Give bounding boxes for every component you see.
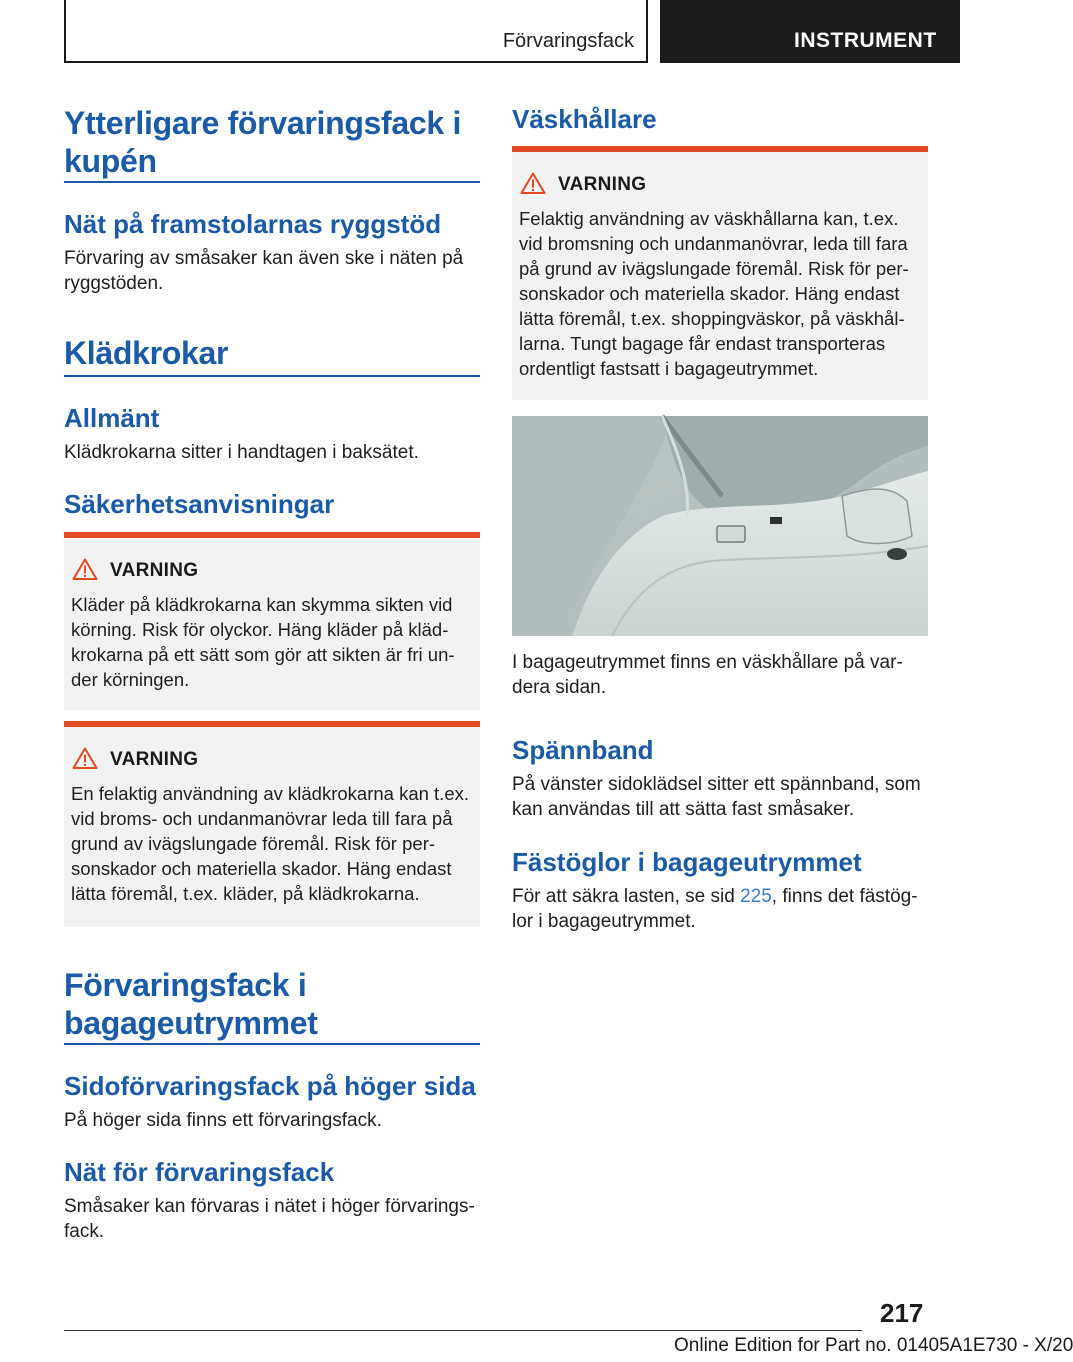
- warning-text: Kläder på klädkrokarna kan skymma sikten vid körning. Risk för olyckor. Häng kläder på klädkrokarna på ett sätt som gör att sikten är fri under körningen.: [71, 594, 455, 690]
- warning-label: VARNING: [110, 560, 199, 581]
- warning-triangle-icon: [72, 558, 98, 580]
- text-after-link: , finns det fästöglor i bagageutrymmet.: [512, 886, 918, 932]
- heading-rule: [64, 1043, 480, 1045]
- page-number: 217: [880, 1298, 924, 1328]
- header-section-title: Förvaringsfack: [502, 30, 634, 52]
- paragraph-seat-nets: Förvaring av småsaker kan även ske i näten på ryggstöden.: [64, 248, 464, 294]
- header-chapter-tab: [660, 0, 960, 63]
- warning-box-2: [64, 721, 480, 927]
- warning-box-1: [64, 532, 480, 710]
- text-before-link: För att säkra lasten, se sid: [512, 886, 741, 907]
- paragraph-storage-net: Småsaker kan förvaras i nätet i höger förvaringsfack.: [64, 1196, 475, 1242]
- subheading-general: Allmänt: [64, 403, 160, 433]
- subheading-seat-nets: Nät på framstolarnas ryggstöd: [64, 209, 442, 239]
- warning-box-3: [512, 146, 928, 400]
- warning-triangle-icon: [72, 747, 98, 769]
- warning-text: En felaktig användning av klädkrokarna kan t.ex. vid broms- och undanmanövrar leda till fara på grund av ivägslungade föremål. Risk för personskador och materiella skador. Häng endast lätta föremål, t.ex. kläder, på klädkrokarna.: [71, 783, 469, 904]
- paragraph-general: Klädkrokarna sitter i handtagen i baksätet.: [64, 442, 419, 463]
- subheading-safety: Säkerhetsanvisningar: [64, 489, 335, 519]
- paragraph-strap: På vänster sidoklädsel sitter ett spännband, som kan användas till att sätta fast småsaker.: [512, 774, 921, 820]
- paragraph-lashing-eyes: [512, 884, 928, 934]
- header-chapter-title: INSTRUMENT: [794, 29, 937, 52]
- warning-triangle-icon: [520, 172, 546, 194]
- paragraph-right-side-storage: På höger sida finns ett förvaringsfack.: [64, 1110, 382, 1131]
- subheading-right-side-storage: Sidoförvaringsfack på höger sida: [64, 1071, 476, 1101]
- heading-trunk-storage: Förvaringsfack i bagageutrymmet: [64, 967, 318, 1041]
- heading-rule: [64, 181, 480, 183]
- warning-text: Felaktig användning av väskhållarna kan, t.ex. vid bromsning och undanmanövrar, leda till fara på grund av ivägslungade föremål. Risk för personskador och materiella skador. Häng endast lätta föremål, t.ex. shoppingväskor, på väskhållarna. Tungt bagage får endast transporteras ordentligt fastsatt i bagageutrymmet.: [519, 208, 909, 379]
- warning-label: VARNING: [110, 749, 199, 770]
- header-section-box: [64, 0, 648, 63]
- paragraph-bag-hooks: I bagageutrymmet finns en väskhållare på vardera sidan.: [512, 652, 903, 698]
- heading-rule: [64, 375, 480, 377]
- heading-extra-storage: Ytterligare förvaringsfack i kupén: [64, 105, 462, 179]
- subheading-strap: Spännband: [512, 735, 654, 765]
- page-link-225[interactable]: 225: [740, 886, 772, 907]
- warning-label: VARNING: [558, 174, 647, 195]
- subheading-storage-net: Nät för förvaringsfack: [64, 1157, 335, 1187]
- footer-rule: [64, 1330, 862, 1331]
- subheading-bag-hooks: Väskhållare: [512, 104, 657, 134]
- subheading-lashing-eyes: Fästöglor i bagageutrymmet: [512, 847, 862, 877]
- trunk-bag-hook-photo: [512, 416, 928, 636]
- footer-edition: Online Edition for Part no. 01405A1E730 - X/20: [674, 1335, 1073, 1356]
- heading-coat-hooks: Klädkrokar: [64, 335, 229, 371]
